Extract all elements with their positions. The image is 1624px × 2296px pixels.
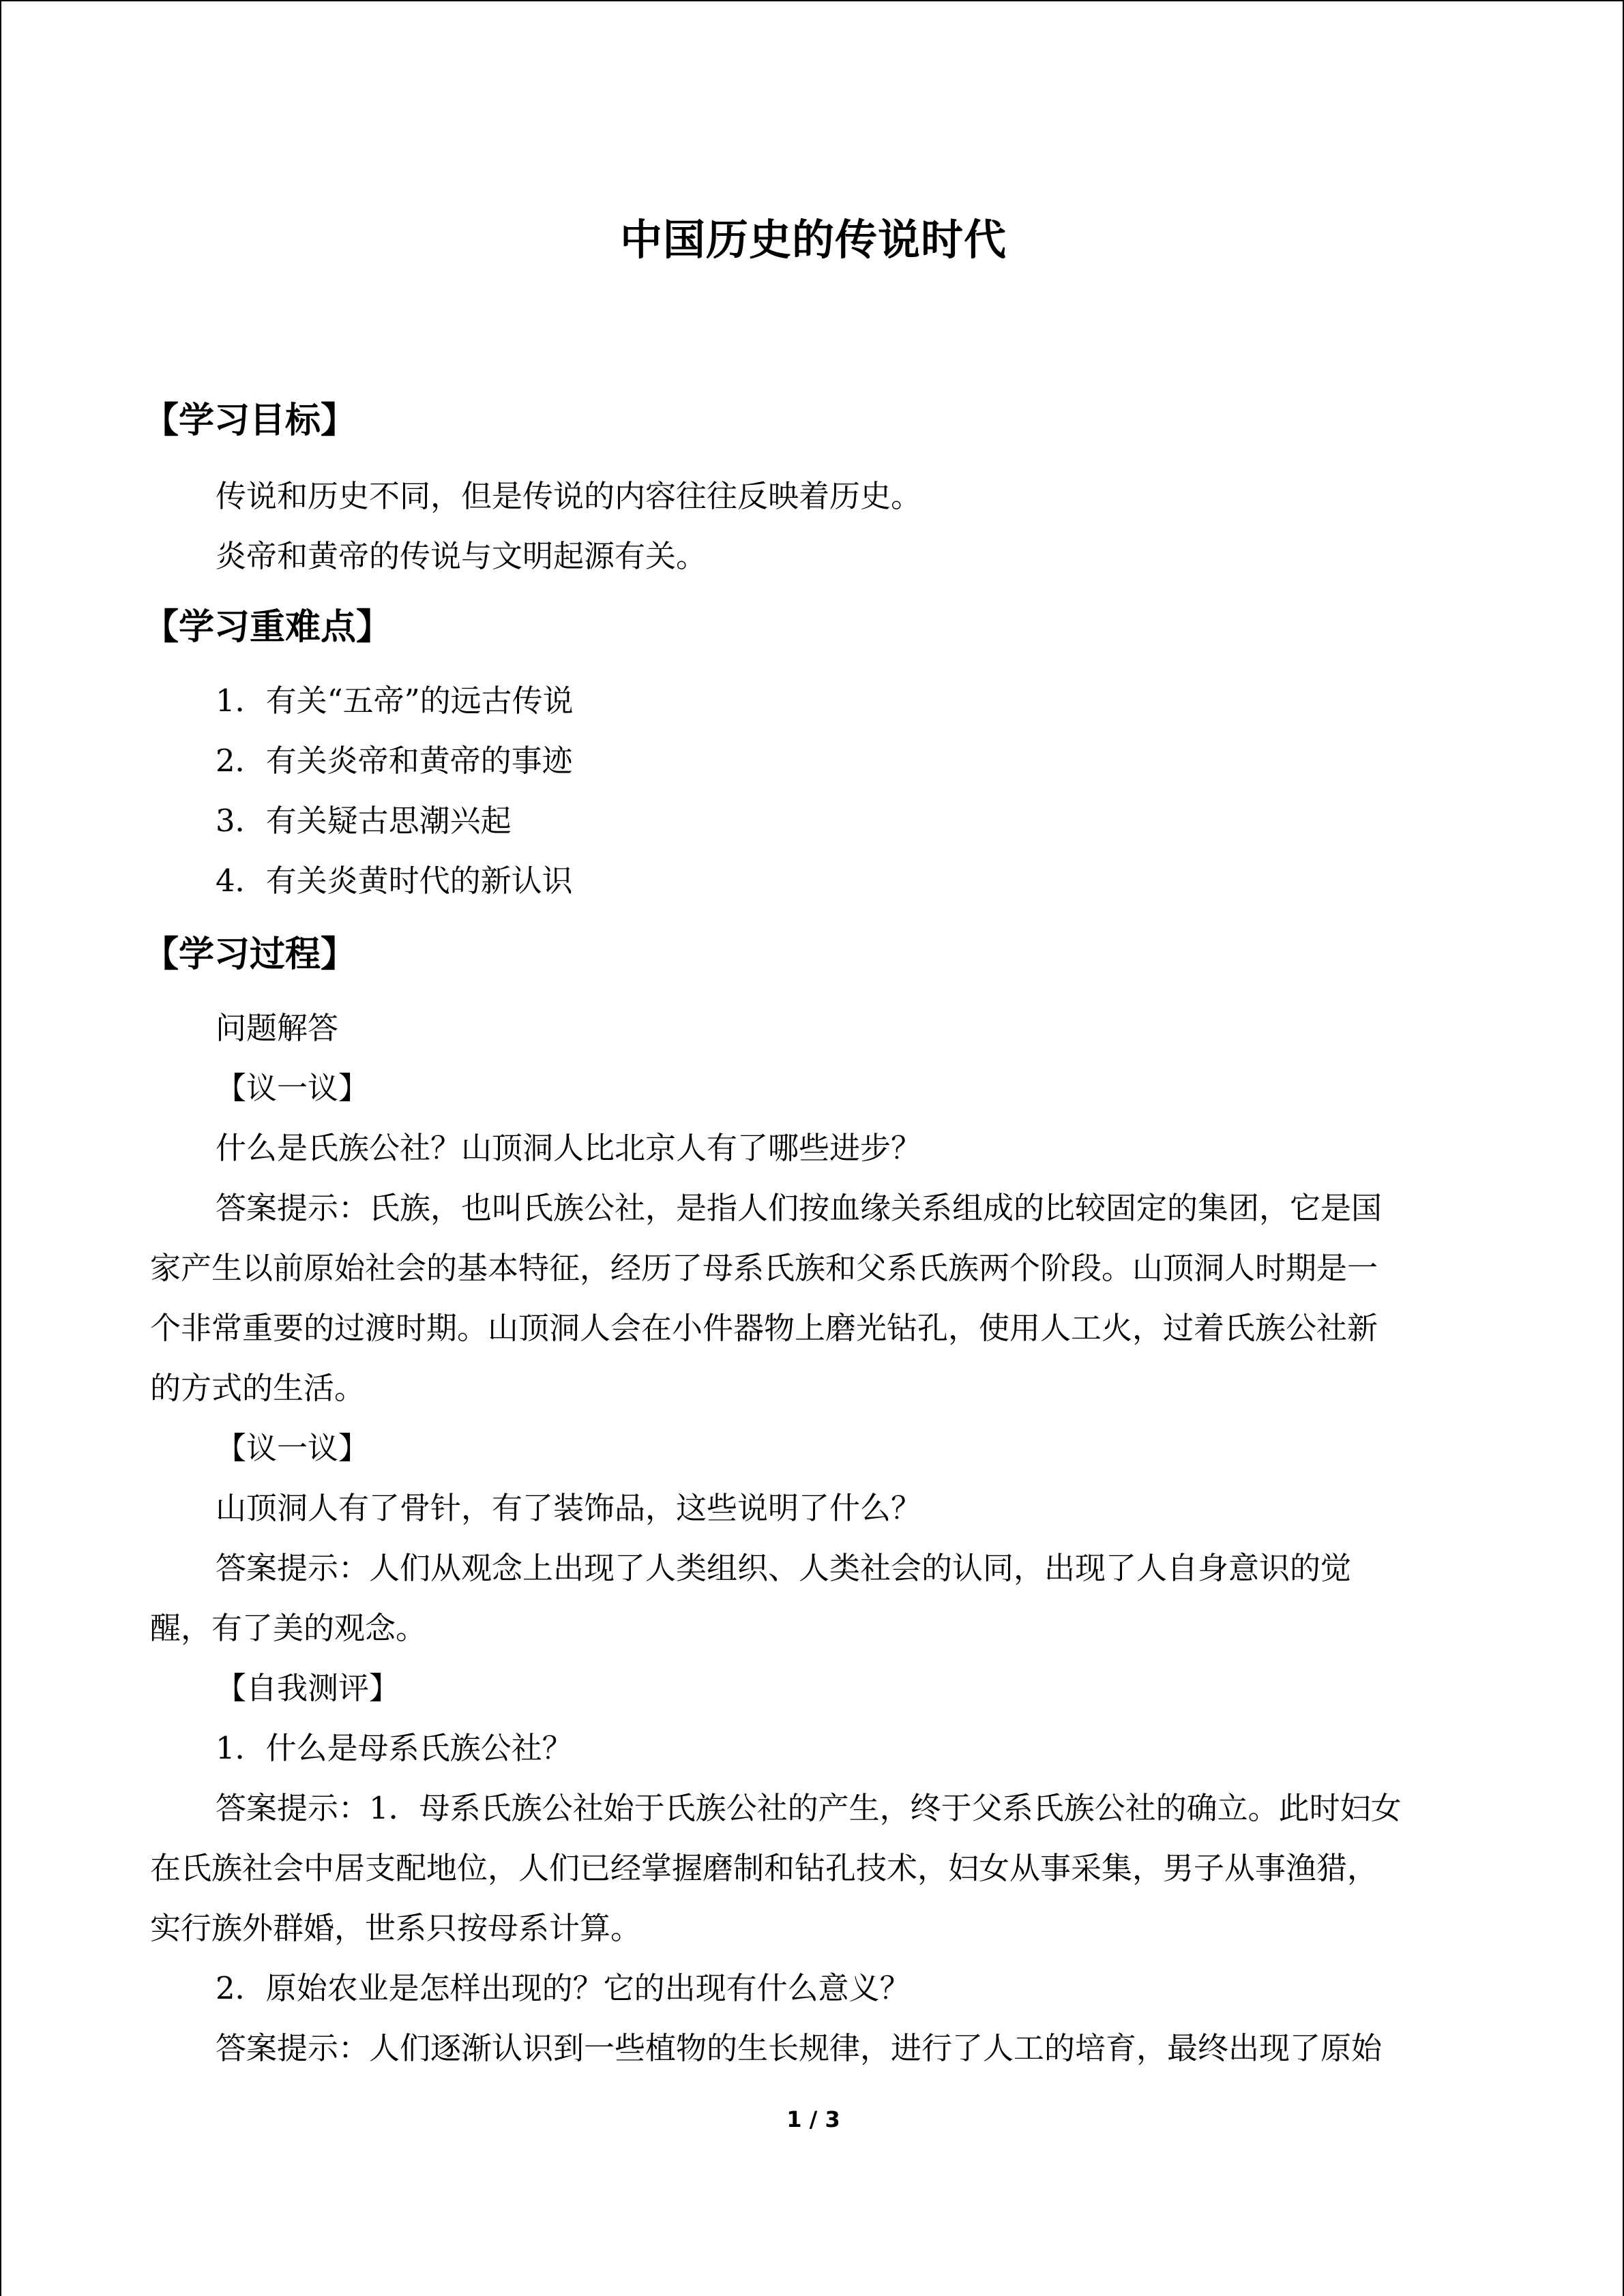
goal-line: 炎帝和黄帝的传说与文明起源有关。 (216, 538, 707, 574)
discuss-question: 山顶洞人有了骨针，有了装饰品，这些说明了什么？ (216, 1490, 922, 1526)
answer-line: 的方式的生活。 (150, 1370, 366, 1406)
key-point-item: 4．有关炎黄时代的新认识 (216, 863, 573, 899)
self-test-question: 2．原始农业是怎样出现的？它的出现有什么意义？ (216, 1970, 911, 2006)
discuss-question: 什么是氏族公社？山顶洞人比北京人有了哪些进步？ (216, 1130, 922, 1166)
answer-line: 答案提示：氏族，也叫氏族公社，是指人们按血缘关系组成的比较固定的集团，它是国 (216, 1190, 1383, 1226)
heading-learning-goals: 【学习目标】 (143, 400, 357, 441)
heading-key-points: 【学习重难点】 (143, 607, 392, 648)
answer-line: 实行族外群婚，世系只按母系计算。 (150, 1910, 642, 1946)
answer-line: 在氏族社会中居支配地位，人们已经掌握磨制和钻孔技术，妇女从事采集，男子从事渔猎， (150, 1850, 1378, 1886)
key-point-item: 3．有关疑古思潮兴起 (216, 803, 512, 839)
process-intro: 问题解答 (216, 1010, 339, 1046)
answer-line: 答案提示：人们逐渐认识到一些植物的生长规律，进行了人工的培育，最终出现了原始 (216, 2030, 1383, 2066)
answer-line: 家产生以前原始社会的基本特征，经历了母系氏族和父系氏族两个阶段。山顶洞人时期是一 (150, 1250, 1378, 1286)
goal-line: 传说和历史不同，但是传说的内容往往反映着历史。 (216, 478, 922, 514)
key-point-item: 1．有关“五帝”的远古传说 (216, 683, 574, 719)
key-point-item: 2．有关炎帝和黄帝的事迹 (216, 743, 573, 779)
answer-line: 答案提示：1．母系氏族公社始于氏族公社的产生，终于父系氏族公社的确立。此时妇女 (216, 1790, 1402, 1826)
discuss-label: 【议一议】 (216, 1070, 370, 1106)
heading-learning-process: 【学习过程】 (143, 934, 357, 975)
answer-line: 答案提示：人们从观念上出现了人类组织、人类社会的认同，出现了人自身意识的觉 (216, 1550, 1352, 1586)
self-test-question: 1．什么是母系氏族公社？ (216, 1730, 573, 1766)
document-title: 中国历史的传说时代 (619, 215, 1007, 265)
self-test-label: 【自我测评】 (216, 1670, 400, 1706)
page-number: 1 / 3 (786, 2106, 840, 2132)
answer-line: 醒，有了美的观念。 (150, 1610, 427, 1646)
discuss-label: 【议一议】 (216, 1430, 370, 1466)
answer-line: 个非常重要的过渡时期。山顶洞人会在小件器物上磨光钻孔，使用人工火，过着氏族公社新 (150, 1310, 1378, 1346)
